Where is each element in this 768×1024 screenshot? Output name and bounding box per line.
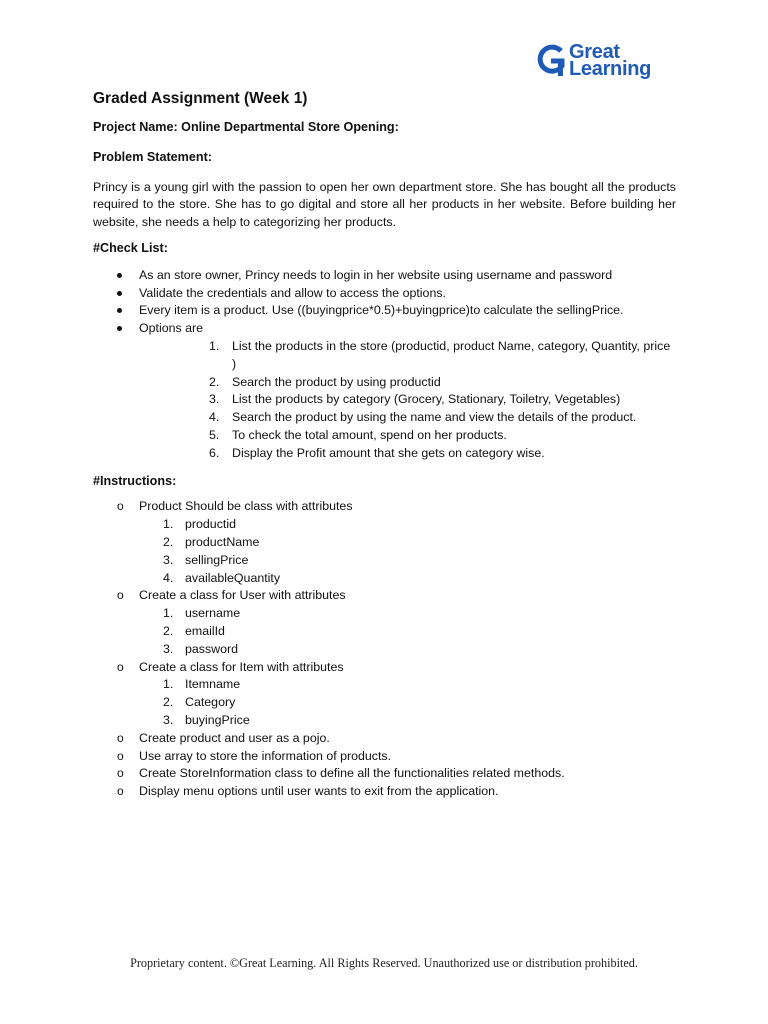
attribute-list — [139, 516, 676, 587]
problem-statement-heading: Problem Statement: — [93, 149, 212, 164]
attribute-item — [139, 694, 676, 712]
circle-bullet-icon: o — [117, 730, 124, 745]
attribute-number: 4. — [163, 570, 174, 585]
option-text: To check the total amount, spend on her products. — [232, 427, 507, 442]
instruction-text: Product Should be class with attributes — [139, 499, 353, 514]
attribute-item — [139, 516, 676, 534]
instructions-list — [93, 498, 676, 801]
instruction-text: Use array to store the information of products. — [139, 748, 392, 763]
attribute-item — [139, 552, 676, 570]
instruction-item — [93, 498, 676, 587]
option-number: 4. — [209, 410, 220, 425]
instruction-text: Create a class for User with attributes — [139, 588, 346, 603]
option-item — [93, 409, 676, 427]
attribute-list — [139, 676, 676, 729]
option-item — [93, 445, 676, 463]
instruction-item — [93, 659, 676, 730]
circle-bullet-icon: o — [117, 659, 124, 674]
option-text: Display the Profit amount that she gets on category wise. — [232, 445, 545, 460]
option-number: 3. — [209, 392, 220, 407]
instruction-item — [93, 765, 676, 783]
circle-bullet-icon: o — [117, 766, 124, 781]
attribute-number: 1. — [163, 677, 174, 692]
project-name: Project Name: Online Departmental Store Opening: — [93, 120, 399, 134]
option-item — [93, 391, 676, 409]
checklist-item: Validate the credentials and allow to access the options. — [93, 285, 676, 303]
attribute-text: Itemname — [185, 677, 241, 692]
circle-bullet-icon: o — [117, 499, 124, 514]
attribute-item — [139, 570, 676, 588]
attribute-number: 1. — [163, 606, 174, 621]
logo-line-1: Great — [569, 41, 620, 63]
attribute-item — [139, 712, 676, 730]
instruction-item — [93, 748, 676, 766]
option-item — [93, 427, 676, 445]
great-learning-logo — [534, 42, 651, 80]
option-number: 5. — [209, 427, 220, 442]
option-text: Search the product by using productid — [232, 374, 441, 389]
option-text: Search the product by using the name and view the details of the product. — [232, 410, 637, 425]
option-number: 2. — [209, 374, 220, 389]
option-text: List the products in the store (productid, product Name, category, Quantity, price ) — [232, 338, 671, 371]
attribute-item — [139, 623, 676, 641]
great-learning-g-icon — [534, 42, 566, 80]
logo-wordmark — [569, 41, 652, 80]
attribute-text: emailId — [185, 623, 225, 638]
attribute-item — [139, 676, 676, 694]
attribute-item — [139, 641, 676, 659]
attribute-text: productName — [185, 534, 260, 549]
attribute-number: 3. — [163, 552, 174, 567]
instruction-text: Create StoreInformation class to define all the functionalities related methods. — [139, 766, 565, 781]
attribute-text: username — [185, 606, 241, 621]
option-item — [93, 338, 676, 374]
problem-statement-text: Princy is a young girl with the passion to open her own department store. She has bought all the products required to the store. She has to go digital and store all her products in her website. Before building her website, she needs a help to categorizing her products. — [93, 179, 676, 230]
attribute-item — [139, 605, 676, 623]
attribute-number: 3. — [163, 712, 174, 727]
attribute-text: Category — [185, 695, 236, 710]
attribute-text: password — [185, 641, 239, 656]
instruction-text: Display menu options until user wants to exit from the application. — [139, 784, 499, 799]
attribute-item — [139, 534, 676, 552]
logo-line-2: Learning — [569, 58, 652, 80]
option-text: List the products by category (Grocery, Stationary, Toiletry, Vegetables) — [232, 392, 621, 407]
checklist-heading: #Check List: — [93, 240, 168, 255]
instruction-text: Create a class for Item with attributes — [139, 659, 344, 674]
instruction-item — [93, 730, 676, 748]
checklist-item: Options are — [93, 320, 676, 338]
instruction-text: Create product and user as a pojo. — [139, 730, 330, 745]
attribute-number: 2. — [163, 623, 174, 638]
footer-copyright: Proprietary content. ©Great Learning. All Rights Reserved. Unauthorized use or distribution prohibited. — [130, 956, 638, 970]
instruction-item — [93, 587, 676, 658]
attribute-text: availableQuantity — [185, 570, 281, 585]
circle-bullet-icon: o — [117, 784, 124, 799]
attribute-number: 3. — [163, 641, 174, 656]
checklist-item: Every item is a product. Use ((buyingprice*0.5)+buyingprice)to calculate the sellingPrice. — [93, 302, 676, 320]
circle-bullet-icon: o — [117, 588, 124, 603]
instructions-heading: #Instructions: — [93, 473, 177, 488]
checklist-item: As an store owner, Princy needs to login in her website using username and password — [93, 267, 676, 285]
checklist-bullets — [93, 267, 676, 338]
attribute-text: sellingPrice — [185, 552, 249, 567]
options-list — [93, 338, 676, 463]
attribute-number: 2. — [163, 534, 174, 549]
option-item — [93, 374, 676, 392]
attribute-number: 2. — [163, 695, 174, 710]
option-number: 1. — [209, 338, 220, 353]
attribute-list — [139, 605, 676, 658]
instruction-item — [93, 783, 676, 801]
option-number: 6. — [209, 445, 220, 460]
attribute-text: buyingPrice — [185, 712, 250, 727]
attribute-number: 1. — [163, 517, 174, 532]
circle-bullet-icon: o — [117, 748, 124, 763]
document-body — [93, 88, 676, 801]
page-title: Graded Assignment (Week 1) — [93, 90, 308, 107]
attribute-text: productid — [185, 517, 236, 532]
